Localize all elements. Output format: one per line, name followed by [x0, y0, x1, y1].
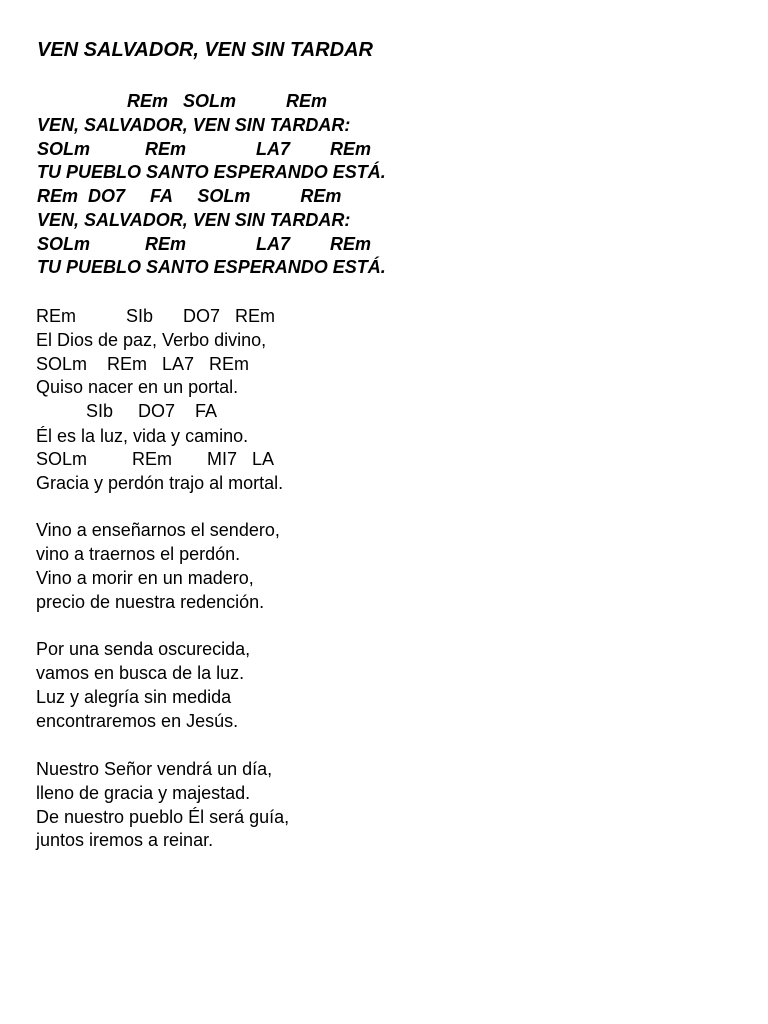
verse-lyric-line: De nuestro pueblo Él será guía, — [36, 807, 290, 827]
verse-lyric-line: lleno de gracia y majestad. — [36, 783, 251, 803]
chorus-chord-line: REm SOLm REm — [37, 91, 328, 111]
chorus-lyric-line: TU PUEBLO SANTO ESPERANDO ESTÁ. — [37, 257, 386, 277]
verse-chord-line: REm SIb DO7 REm — [36, 306, 276, 326]
verse-lyric-line: Nuestro Señor vendrá un día, — [36, 759, 273, 779]
verse-lyric-line: Quiso nacer en un portal. — [36, 377, 239, 397]
verse-lyric-line: Vino a enseñarnos el sendero, — [36, 520, 280, 540]
verse-lyric-line: Luz y alegría sin medida — [36, 687, 232, 707]
chorus-chord-line: SOLm REm LA7 REm — [37, 234, 372, 254]
chorus-chord-line: REm DO7 FA SOLm REm — [37, 186, 342, 206]
verse-lyric-line: Él es la luz, vida y camino. — [36, 426, 249, 446]
verse-lyric-line: El Dios de paz, Verbo divino, — [36, 330, 267, 350]
verse-chord-line: SOLm REm MI7 LA — [36, 449, 275, 469]
chorus-lyric-line: VEN, SALVADOR, VEN SIN TARDAR: — [37, 115, 351, 135]
verse-lyric-line: Por una senda oscurecida, — [36, 639, 251, 659]
song-title: VEN SALVADOR, VEN SIN TARDAR — [37, 39, 373, 61]
verse-lyric-line: vino a traernos el perdón. — [36, 544, 241, 564]
verse-chord-line: SIb DO7 FA — [36, 401, 218, 421]
verse-lyric-line: Vino a morir en un madero, — [36, 568, 254, 588]
verse-lyric-line: juntos iremos a reinar. — [36, 830, 214, 850]
verse-lyric-line: precio de nuestra redención. — [36, 592, 265, 612]
verse-chord-line: SOLm REm LA7 REm — [36, 354, 250, 374]
chorus-chord-line: SOLm REm LA7 REm — [37, 139, 372, 159]
verse-lyric-line: Gracia y perdón trajo al mortal. — [36, 473, 284, 493]
verse-lyric-line: encontraremos en Jesús. — [36, 711, 239, 731]
verse-lyric-line: vamos en busca de la luz. — [36, 663, 245, 683]
chorus-lyric-line: TU PUEBLO SANTO ESPERANDO ESTÁ. — [37, 162, 386, 182]
chorus-lyric-line: VEN, SALVADOR, VEN SIN TARDAR: — [37, 210, 351, 230]
